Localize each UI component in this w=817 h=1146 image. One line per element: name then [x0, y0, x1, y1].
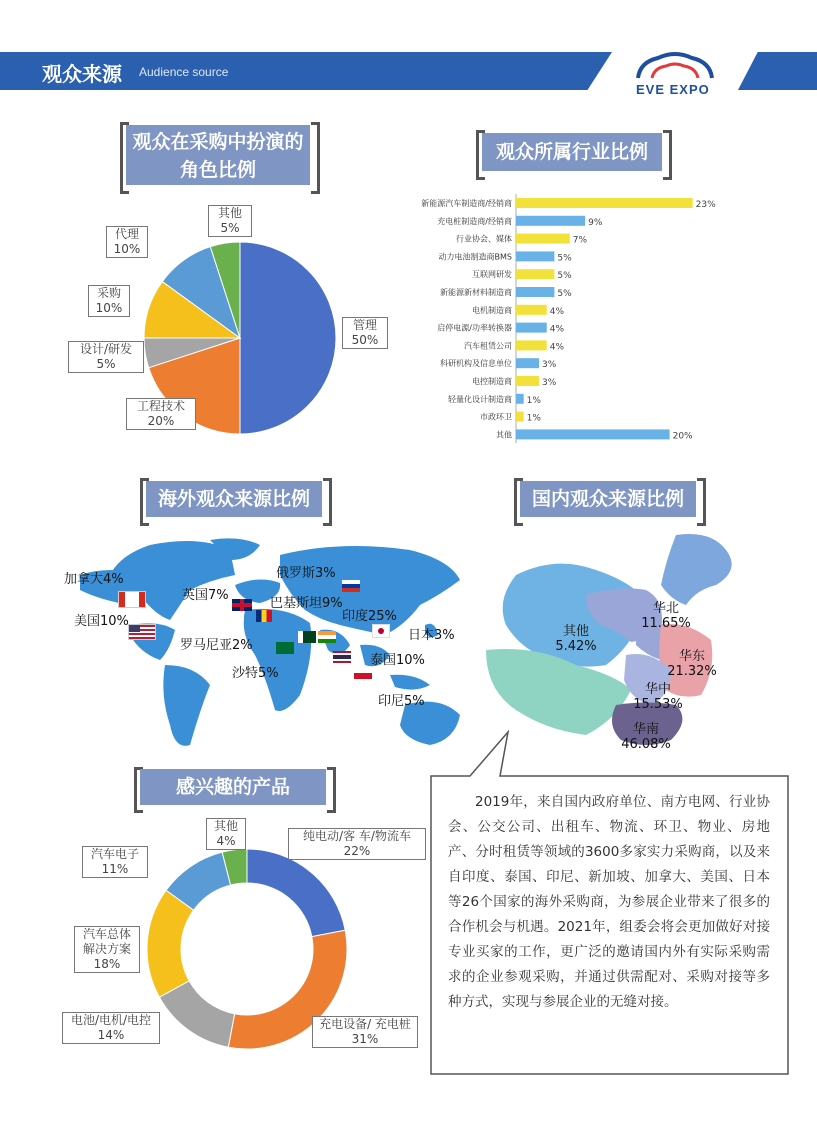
car-logo-icon: [632, 48, 718, 82]
donut-label-5: 其他 4%: [206, 818, 246, 850]
bar-category-label: 其他: [496, 430, 512, 440]
overseas-label-india: 印度25%: [342, 609, 397, 624]
donut-label-3: 汽车总体 解决方案 18%: [74, 926, 140, 973]
uk-flag-icon: [232, 599, 252, 611]
bar-category-label: 动力电池制造商BMS: [438, 252, 512, 262]
title-bracket-right: [323, 478, 332, 526]
bar-category-label: 启停电源/功率转换器: [437, 323, 512, 333]
bar-2: [516, 234, 570, 244]
bar-category-label: 充电桩制造商/经销商: [437, 216, 512, 226]
bar-category-label: 轻量化设计制造商: [448, 394, 512, 404]
region-label-central: 华中 15.53%: [633, 682, 683, 712]
bar-category-label: 汽车租赁公司: [464, 341, 512, 351]
overseas-label-uk: 英国7%: [182, 588, 229, 603]
pie1-label-1: 工程技术 20%: [126, 398, 196, 430]
bar-value-label: 5%: [557, 289, 572, 299]
overseas-label-saudi: 沙特5%: [232, 666, 279, 681]
donut-slice-3: [147, 890, 194, 997]
bar-1: [516, 216, 585, 226]
bar-category-label: 新能源新材料制造商: [440, 288, 512, 297]
title-bracket-right: [663, 130, 672, 180]
bar-category-label: 互联网研发: [472, 270, 512, 280]
russia-flag-icon: [342, 580, 360, 592]
section-title-overseas: 海外观众来源比例: [146, 481, 322, 517]
title-bracket-right: [311, 122, 320, 194]
page-subtitle: Audience source: [139, 65, 229, 79]
bar-value-label: 3%: [542, 360, 557, 371]
bar-value-label: 23%: [695, 200, 716, 210]
saudi-flag-icon: [276, 642, 294, 654]
title-bracket-right: [327, 767, 336, 813]
bar-4: [516, 269, 554, 279]
donut-label-0: 纯电动/客 车/物流车 22%: [288, 828, 426, 860]
page-title: 观众来源: [42, 62, 122, 86]
bar-value-label: 4%: [549, 306, 565, 317]
bar-12: [516, 412, 524, 422]
region-label-north: 华北 11.65%: [641, 601, 691, 631]
indonesia-flag-icon: [354, 673, 372, 685]
bar-value-label: 9%: [588, 217, 603, 228]
bar-11: [516, 394, 524, 404]
bar-category-label: 电机制造商: [472, 305, 512, 315]
bar-3: [516, 251, 554, 261]
thailand-flag-icon: [333, 651, 351, 663]
japan-flag-icon: [372, 624, 390, 638]
bar-category-label: 科研机构及信息单位: [440, 359, 512, 369]
section-title-interest: 感兴趣的产品: [140, 769, 326, 805]
bar-6: [516, 305, 547, 315]
overseas-label-indonesia: 印尼5%: [378, 694, 425, 709]
overseas-label-canada: 加拿大4%: [64, 572, 124, 587]
bar-value-label: 4%: [549, 324, 565, 335]
section-title-role: 观众在采购中扮演的角色比例: [126, 125, 310, 185]
romania-flag-icon: [256, 610, 272, 622]
bar-category-label: 行业协会、媒体: [456, 234, 512, 244]
section-title-domestic: 国内观众来源比例: [520, 481, 696, 517]
bar-0: [516, 198, 693, 208]
pie1-label-4: 代理 10%: [106, 226, 148, 258]
header-stripe: [738, 52, 817, 90]
industry-bar-chart: [300, 192, 780, 450]
donut-slice-0: [247, 849, 345, 937]
bar-value-label: 7%: [572, 235, 588, 246]
title-bracket-right: [697, 478, 706, 526]
donut-label-2: 电池/电机/电控 14%: [62, 1012, 160, 1044]
section-title-industry: 观众所属行业比例: [482, 133, 662, 171]
bar-7: [516, 323, 547, 333]
usa-flag-icon: [128, 624, 156, 640]
bar-value-label: 1%: [526, 413, 541, 424]
bar-value-label: 4%: [549, 342, 565, 353]
bar-value-label: 5%: [557, 271, 572, 282]
pie1-label-2: 设计/研发 5%: [68, 341, 144, 373]
bar-category-label: 市政环卫: [480, 412, 512, 422]
overseas-label-thailand: 泰国10%: [370, 653, 425, 668]
pie1-label-5: 其他 5%: [208, 205, 252, 237]
region-label-south: 华南 46.08%: [621, 722, 671, 752]
pie1-label-3: 采购 10%: [88, 285, 130, 317]
bar-category-label: 新能源汽车制造商/经销商: [421, 199, 512, 208]
region-label-east: 华东 21.32%: [667, 649, 717, 679]
canada-flag-icon: [118, 591, 146, 608]
bar-5: [516, 287, 554, 297]
overseas-label-russia: 俄罗斯3%: [276, 566, 336, 581]
bar-value-label: 1%: [526, 395, 541, 406]
body-paragraph: 2019年，来自国内政府单位、南方电网、行业协会、公交公司、出租车、物流、环卫、物业、房地产、分时租赁等领域的3600多家实力采购商，以及来自印度、泰国、印尼、新加坡、加拿大、美国、日本等26个国家的海外采购商，为参展企业带来了很多的合作机会与机遇。2021年，组委会将会更加做好对接专业买家的工作，更广泛的邀请国内外有实际采购需求的企业参观采购，并通过供需配对、采购对接等多种方式，实现与参展企业的无缝对接。: [448, 794, 770, 1010]
overseas-label-romania: 罗马尼亚2%: [180, 638, 253, 653]
donut-label-4: 汽车电子 11%: [82, 846, 148, 878]
donut-label-1: 充电设备/ 充电桩 31%: [312, 1016, 418, 1048]
overseas-label-usa: 美国10%: [74, 614, 129, 629]
logo-text: EVE EXPO: [636, 82, 710, 97]
bar-10: [516, 376, 539, 386]
india-flag-icon: [318, 631, 336, 643]
bar-category-label: 电控制造商: [472, 377, 512, 386]
bar-value-label: 3%: [542, 378, 557, 388]
pie1-label-0: 管理 50%: [342, 317, 388, 349]
overseas-label-pakistan: 巴基斯坦9%: [270, 596, 343, 611]
region-label-other: 其他 5.42%: [555, 624, 597, 654]
bar-8: [516, 340, 547, 350]
bar-value-label: 5%: [557, 253, 572, 264]
bar-9: [516, 358, 539, 368]
pakistan-flag-icon: [298, 631, 316, 643]
bar-value-label: 20%: [672, 431, 693, 442]
overseas-label-japan: 日本3%: [408, 628, 455, 643]
bar-13: [516, 429, 670, 439]
